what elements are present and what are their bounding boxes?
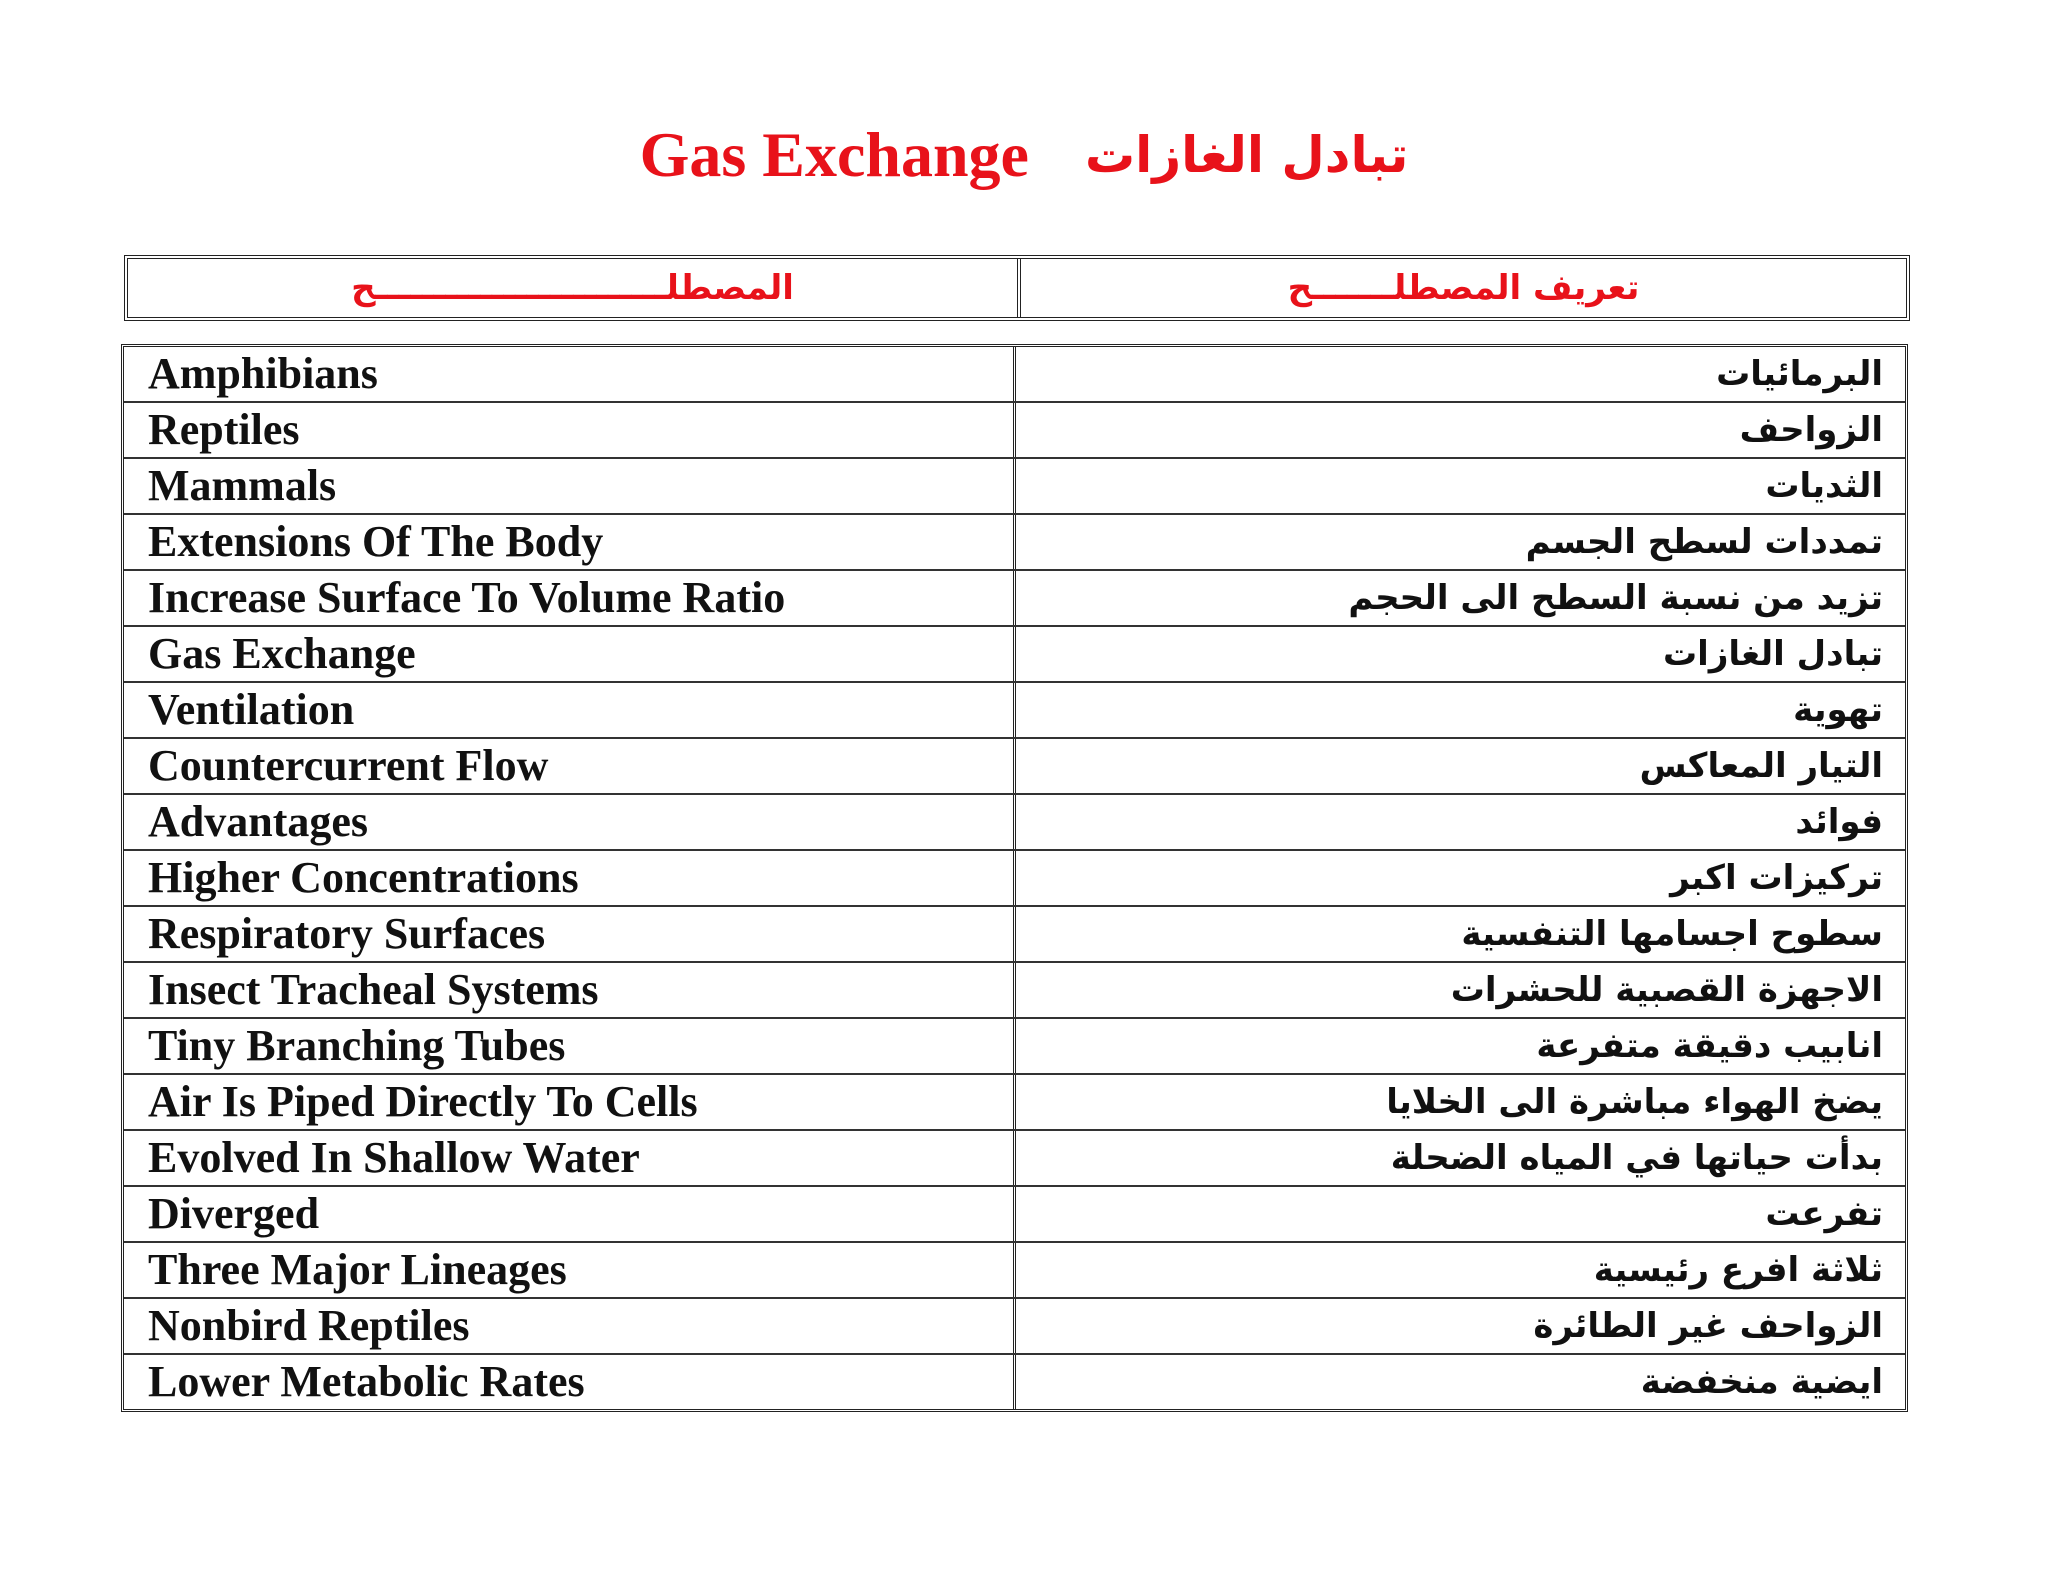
term-english: Increase Surface To Volume Ratio	[124, 571, 1016, 625]
header-definition-column: تعريف المصطلـــــــح	[1287, 268, 1640, 308]
table-row	[124, 569, 1905, 625]
term-arabic: بدأت حياتها في المياه الضحلة	[1390, 1138, 1883, 1178]
term-arabic: تركيزات اكبر	[1670, 858, 1883, 898]
term-arabic: ايضية منخفضة	[1640, 1362, 1883, 1402]
term-english: Air Is Piped Directly To Cells	[124, 1075, 1016, 1129]
title-english: Gas Exchange	[639, 119, 1029, 190]
term-english: Higher Concentrations	[124, 851, 1016, 905]
table-row	[124, 961, 1905, 1017]
terms-table	[121, 344, 1908, 1412]
term-english: Tiny Branching Tubes	[124, 1019, 1016, 1073]
table-row	[124, 457, 1905, 513]
term-arabic: الزواحف	[1739, 410, 1883, 450]
term-english: Amphibians	[124, 347, 1016, 401]
term-arabic: يضخ الهواء مباشرة الى الخلايا	[1386, 1082, 1883, 1122]
table-row	[124, 1129, 1905, 1185]
term-english: Mammals	[124, 459, 1016, 513]
table-row	[124, 737, 1905, 793]
term-english: Evolved In Shallow Water	[124, 1131, 1016, 1185]
term-english: Diverged	[124, 1187, 1016, 1241]
term-arabic: الزواحف غير الطائرة	[1533, 1306, 1883, 1346]
term-arabic: تمددات لسطح الجسم	[1525, 522, 1883, 562]
table-row	[124, 793, 1905, 849]
table-row	[124, 625, 1905, 681]
table-row	[124, 1017, 1905, 1073]
term-english: Reptiles	[124, 403, 1016, 457]
table-row	[124, 905, 1905, 961]
page-title	[0, 118, 2048, 192]
term-english: Ventilation	[124, 683, 1016, 737]
term-english: Advantages	[124, 795, 1016, 849]
term-arabic: تهوية	[1793, 690, 1883, 730]
table-row	[124, 401, 1905, 457]
term-arabic: التيار المعاكس	[1639, 746, 1883, 786]
term-arabic: الثديات	[1765, 466, 1883, 506]
table-row	[124, 1241, 1905, 1297]
table-row	[124, 681, 1905, 737]
table-row	[124, 1185, 1905, 1241]
term-arabic: ثلاثة افرع رئيسية	[1593, 1250, 1883, 1290]
header-term-column: المصطلـــــــــــــــــــــــــح	[128, 259, 1021, 317]
term-english: Extensions Of The Body	[124, 515, 1016, 569]
term-arabic: انابيب دقيقة متفرعة	[1536, 1026, 1883, 1066]
term-arabic: سطوح اجسامها التنفسية	[1461, 914, 1883, 954]
term-english: Lower Metabolic Rates	[124, 1355, 1016, 1409]
term-arabic: تزيد من نسبة السطح الى الحجم	[1348, 578, 1883, 618]
table-row	[124, 513, 1905, 569]
term-english: Three Major Lineages	[124, 1243, 1016, 1297]
term-arabic: فوائد	[1795, 802, 1883, 842]
term-english: Countercurrent Flow	[124, 739, 1016, 793]
table-row	[124, 1073, 1905, 1129]
term-english: Gas Exchange	[124, 627, 1016, 681]
term-arabic: تفرعت	[1765, 1194, 1883, 1234]
table-row	[124, 1353, 1905, 1409]
term-english: Insect Tracheal Systems	[124, 963, 1016, 1017]
term-english: Respiratory Surfaces	[124, 907, 1016, 961]
table-row	[124, 849, 1905, 905]
column-header-table	[124, 255, 1910, 321]
table-row	[124, 1297, 1905, 1353]
term-english: Nonbird Reptiles	[124, 1299, 1016, 1353]
term-arabic: البرمائيات	[1716, 354, 1883, 394]
term-arabic: الاجهزة القصبية للحشرات	[1450, 970, 1883, 1010]
title-arabic: تبادل الغازات	[1084, 126, 1409, 184]
term-arabic: تبادل الغازات	[1663, 634, 1883, 674]
table-row	[124, 347, 1905, 401]
